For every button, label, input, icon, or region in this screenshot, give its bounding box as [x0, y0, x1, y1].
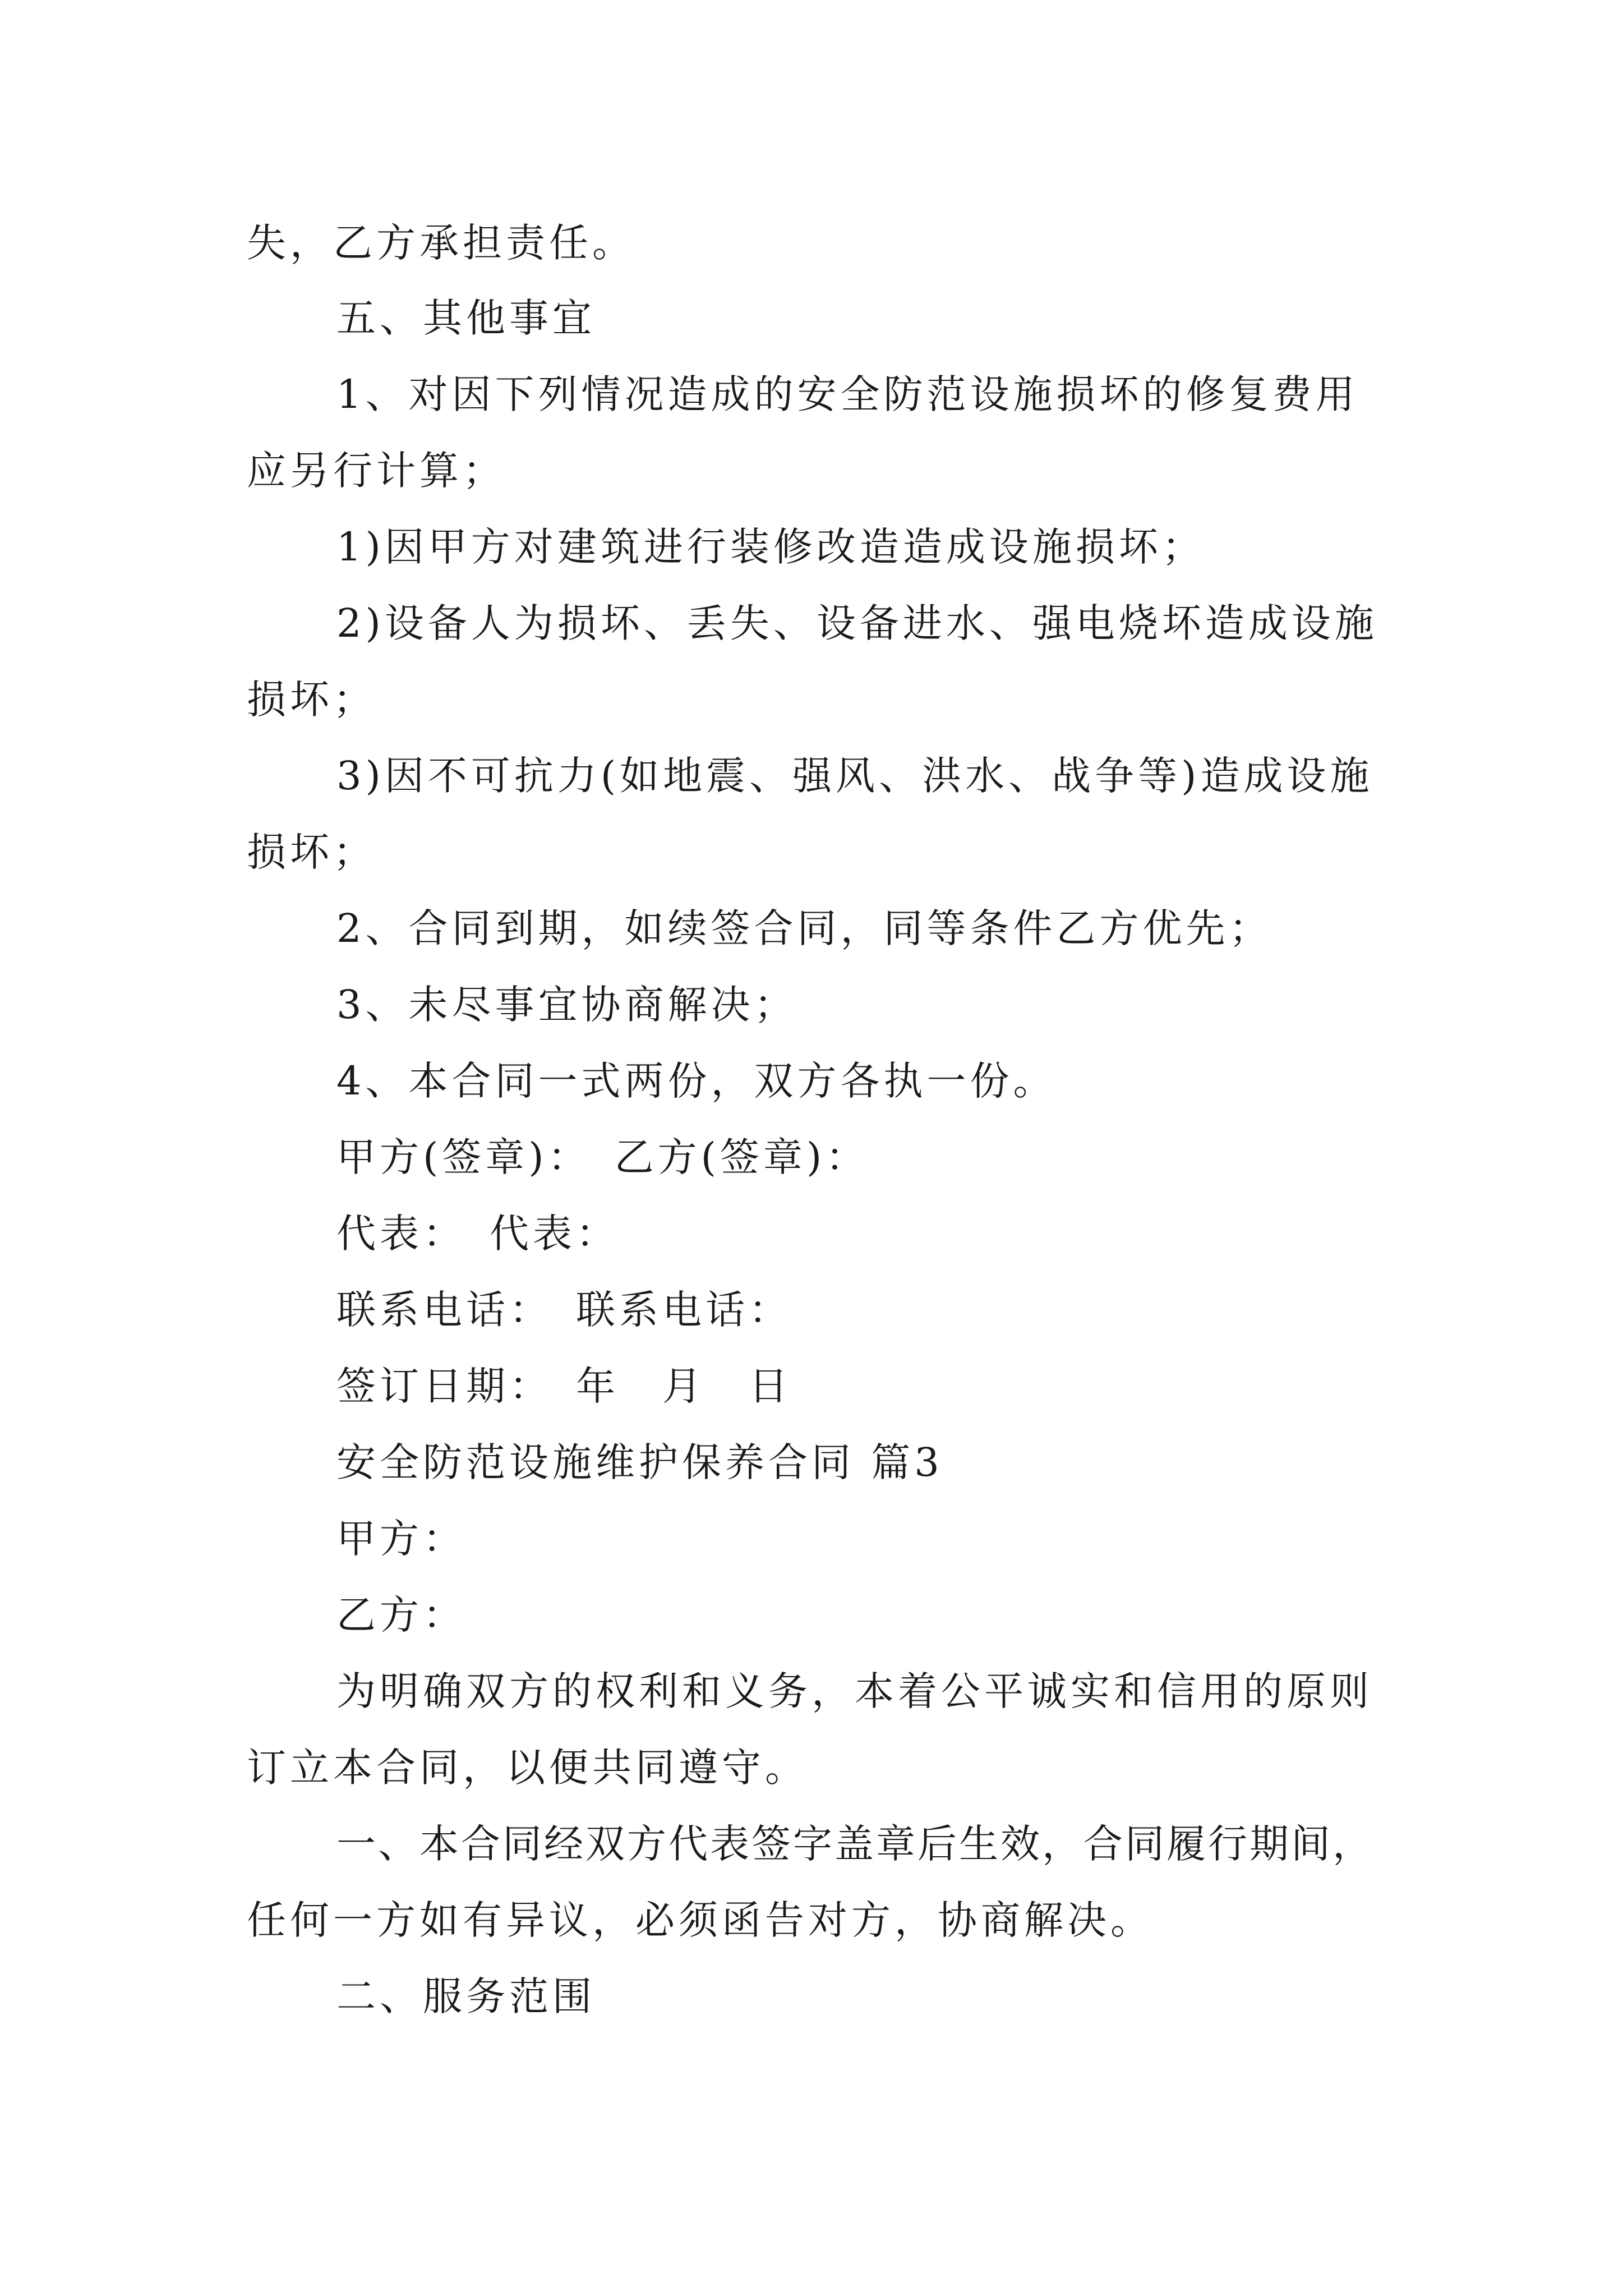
- text-line: 为明确双方的权利和义务，本着公平诚实和信用的原则: [336, 1668, 1373, 1714]
- text-line: 损坏；: [247, 829, 376, 875]
- contract-title: 安全防范设施维护保养合同 篇3: [336, 1439, 943, 1485]
- text-line: 3)因不可抗力(如地震、强风、洪水、战争等)造成设施: [336, 753, 1373, 799]
- text-line: 一、本合同经双方代表签字盖章后生效，合同履行期间，: [336, 1821, 1374, 1867]
- text-line: 订立本合同，以便共同遵守。: [247, 1745, 808, 1791]
- text-line: 应另行计算；: [247, 448, 506, 494]
- text-line: 4、本合同一式两份，双方各执一份。: [336, 1058, 1057, 1104]
- signature-party-line: 甲方(签章)： 乙方(签章)：: [336, 1134, 869, 1180]
- text-line: 3、未尽事宜协商解决；: [336, 982, 797, 1028]
- text-line: 损坏；: [247, 677, 376, 723]
- party-b-line: 乙方：: [336, 1592, 466, 1638]
- text-line: 1、对因下列情况造成的安全防范设施损坏的修复费用: [336, 371, 1359, 417]
- text-line: 2、合同到期，如续签合同，同等条件乙方优先；: [336, 905, 1272, 951]
- signature-representative-line: 代表： 代表：: [336, 1211, 619, 1257]
- text-line: 任何一方如有异议，必须函告对方，协商解决。: [247, 1897, 1154, 1943]
- signature-phone-line: 联系电话： 联系电话：: [336, 1287, 792, 1333]
- text-line: 2)设备人为损坏、丢失、设备进水、强电烧坏造成设施: [336, 600, 1378, 646]
- party-a-line: 甲方：: [336, 1516, 466, 1562]
- text-line: 1)因甲方对建筑进行装修改造造成设施损坏；: [336, 524, 1205, 570]
- section-heading: 五、其他事宜: [336, 295, 596, 341]
- signature-date-line: 签订日期： 年 月 日: [336, 1363, 792, 1409]
- text-line: 失，乙方承担责任。: [247, 220, 635, 266]
- section-heading: 二、服务范围: [336, 1973, 596, 2019]
